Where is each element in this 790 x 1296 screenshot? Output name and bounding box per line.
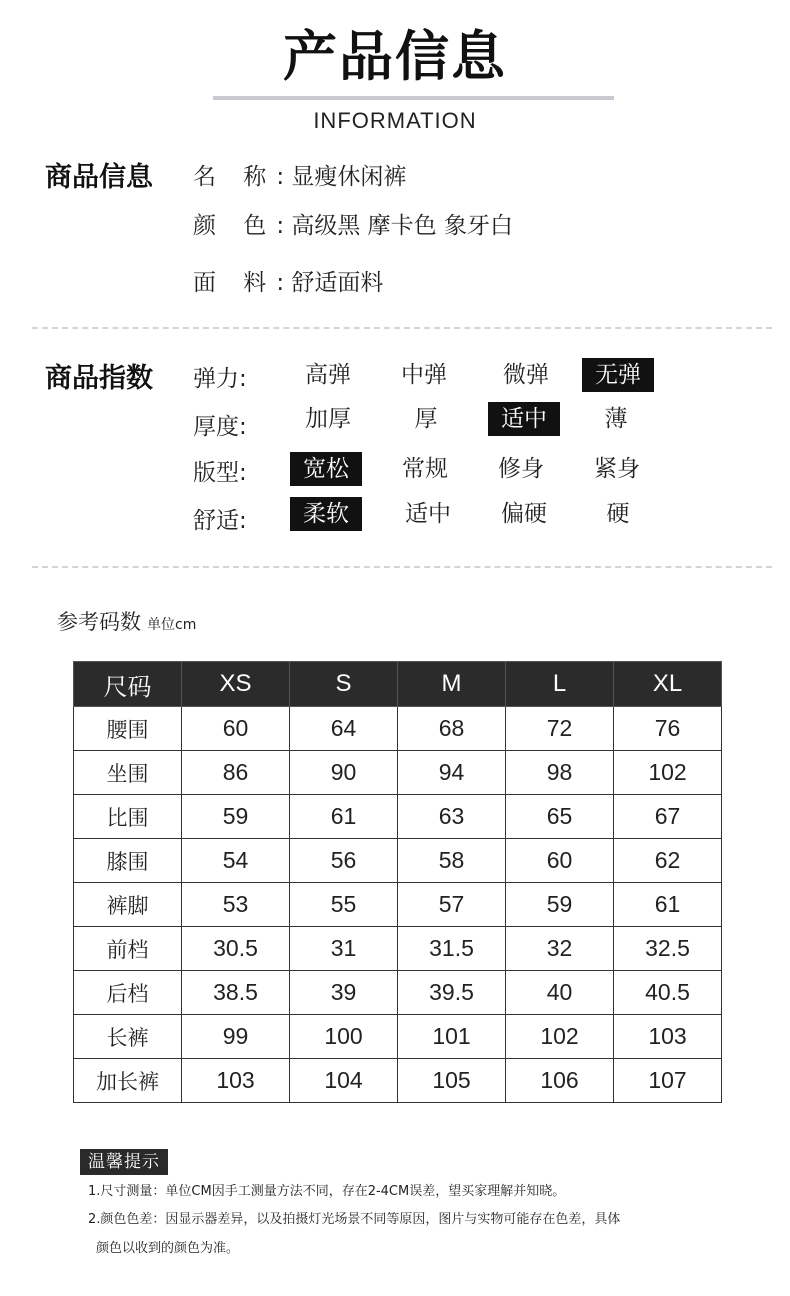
tip-item: 1.尺寸测量：单位CM因手工测量方法不同，存在2-4CM误差，望买家理解并知晓。	[88, 1184, 566, 1199]
size-cell: 76	[614, 707, 722, 751]
index-option: 宽松	[290, 452, 362, 486]
size-cell: 61	[614, 883, 722, 927]
row-label: 后档	[74, 971, 182, 1015]
index-option: 中弹	[401, 362, 447, 388]
col-header: XL	[614, 662, 722, 707]
size-cell: 99	[182, 1015, 290, 1059]
table-row	[74, 1059, 722, 1103]
index-option: 加厚	[305, 406, 351, 432]
table-row	[74, 751, 722, 795]
page-subtitle: INFORMATION	[313, 108, 477, 133]
size-cell: 98	[506, 751, 614, 795]
size-cell: 59	[182, 795, 290, 839]
title-underline	[213, 96, 614, 100]
size-cell: 90	[290, 751, 398, 795]
size-cell: 65	[506, 795, 614, 839]
row-label: 坐围	[74, 751, 182, 795]
tips-badge: 温馨提示	[80, 1149, 168, 1175]
size-cell: 57	[398, 883, 506, 927]
row-label: 比围	[74, 795, 182, 839]
info-value: 显瘦休闲裤	[291, 164, 407, 190]
info-row-name	[193, 158, 406, 191]
size-cell: 58	[398, 839, 506, 883]
row-label: 长裤	[74, 1015, 182, 1059]
index-key-thickness: 厚度:	[193, 414, 247, 440]
size-cell: 30.5	[182, 927, 290, 971]
row-label: 膝围	[74, 839, 182, 883]
size-cell: 103	[182, 1059, 290, 1103]
table-row	[74, 839, 722, 883]
index-option: 适中	[405, 501, 451, 527]
info-key: 名 称	[193, 164, 277, 190]
size-cell: 68	[398, 707, 506, 751]
size-cell: 56	[290, 839, 398, 883]
size-cell: 102	[614, 751, 722, 795]
index-option: 修身	[498, 456, 544, 482]
info-sep: :	[276, 164, 285, 190]
index-key-fit: 版型:	[193, 460, 247, 486]
index-option: 硬	[606, 501, 630, 527]
size-cell: 60	[182, 707, 290, 751]
product-info-label: 商品信息	[45, 162, 153, 193]
col-header: S	[290, 662, 398, 707]
size-cell: 59	[506, 883, 614, 927]
tip-item: 2.颜色色差：因显示器差异，以及拍摄灯光场景不同等原因，图片与实物可能存在色差，具体	[88, 1212, 621, 1227]
size-cell: 102	[506, 1015, 614, 1059]
index-option: 柔软	[290, 497, 362, 531]
size-cell: 32	[506, 927, 614, 971]
size-reference-heading	[57, 606, 196, 636]
col-header: 尺码	[74, 662, 182, 707]
size-cell: 61	[290, 795, 398, 839]
size-table	[73, 661, 722, 1103]
info-row-fabric	[193, 264, 383, 297]
size-cell: 31.5	[398, 927, 506, 971]
info-row-color	[193, 207, 513, 240]
col-header: XS	[182, 662, 290, 707]
col-header: M	[398, 662, 506, 707]
size-cell: 103	[614, 1015, 722, 1059]
tip-item: 颜色以收到的颜色为准。	[96, 1241, 240, 1256]
size-cell: 55	[290, 883, 398, 927]
info-key: 颜 色	[193, 213, 277, 239]
size-cell: 100	[290, 1015, 398, 1059]
size-cell: 40.5	[614, 971, 722, 1015]
index-key-comfort: 舒适:	[193, 508, 247, 534]
size-cell: 63	[398, 795, 506, 839]
index-key-elasticity: 弹力:	[193, 366, 247, 392]
size-cell: 62	[614, 839, 722, 883]
size-cell: 31	[290, 927, 398, 971]
size-reference-title: 参考码数	[57, 610, 141, 634]
size-cell: 54	[182, 839, 290, 883]
size-cell: 53	[182, 883, 290, 927]
table-row	[74, 1015, 722, 1059]
size-cell: 60	[506, 839, 614, 883]
size-cell: 106	[506, 1059, 614, 1103]
row-label: 裤脚	[74, 883, 182, 927]
size-cell: 105	[398, 1059, 506, 1103]
index-option: 高弹	[305, 362, 351, 388]
table-row	[74, 883, 722, 927]
size-cell: 86	[182, 751, 290, 795]
size-cell: 64	[290, 707, 398, 751]
info-value: 舒适面料	[291, 270, 384, 296]
info-sep: :	[276, 213, 285, 239]
index-option: 适中	[488, 402, 560, 436]
product-index-label: 商品指数	[45, 363, 153, 394]
table-row	[74, 795, 722, 839]
row-label: 腰围	[74, 707, 182, 751]
row-label: 加长裤	[74, 1059, 182, 1103]
size-cell: 39.5	[398, 971, 506, 1015]
index-option: 无弹	[582, 358, 654, 392]
table-row	[74, 927, 722, 971]
info-sep: :	[276, 270, 285, 296]
index-option: 紧身	[594, 456, 640, 482]
index-option: 常规	[402, 456, 448, 482]
size-cell: 40	[506, 971, 614, 1015]
size-cell: 38.5	[182, 971, 290, 1015]
index-option: 薄	[604, 406, 628, 432]
size-cell: 101	[398, 1015, 506, 1059]
info-value: 高级黑 摩卡色 象牙白	[291, 213, 513, 239]
size-cell: 72	[506, 707, 614, 751]
size-reference-unit: 单位cm	[147, 617, 197, 633]
size-cell: 104	[290, 1059, 398, 1103]
info-key: 面 料	[193, 270, 277, 296]
index-option: 偏硬	[501, 501, 547, 527]
table-row	[74, 707, 722, 751]
size-cell: 107	[614, 1059, 722, 1103]
page-title: 产品信息	[283, 25, 507, 88]
row-label: 前档	[74, 927, 182, 971]
size-cell: 67	[614, 795, 722, 839]
index-option: 厚	[414, 406, 438, 432]
table-row	[74, 971, 722, 1015]
size-table-header	[74, 662, 722, 707]
col-header: L	[506, 662, 614, 707]
size-cell: 32.5	[614, 927, 722, 971]
section-divider	[32, 566, 772, 568]
size-cell: 94	[398, 751, 506, 795]
section-divider	[32, 327, 772, 329]
size-cell: 39	[290, 971, 398, 1015]
index-option: 微弹	[503, 362, 549, 388]
